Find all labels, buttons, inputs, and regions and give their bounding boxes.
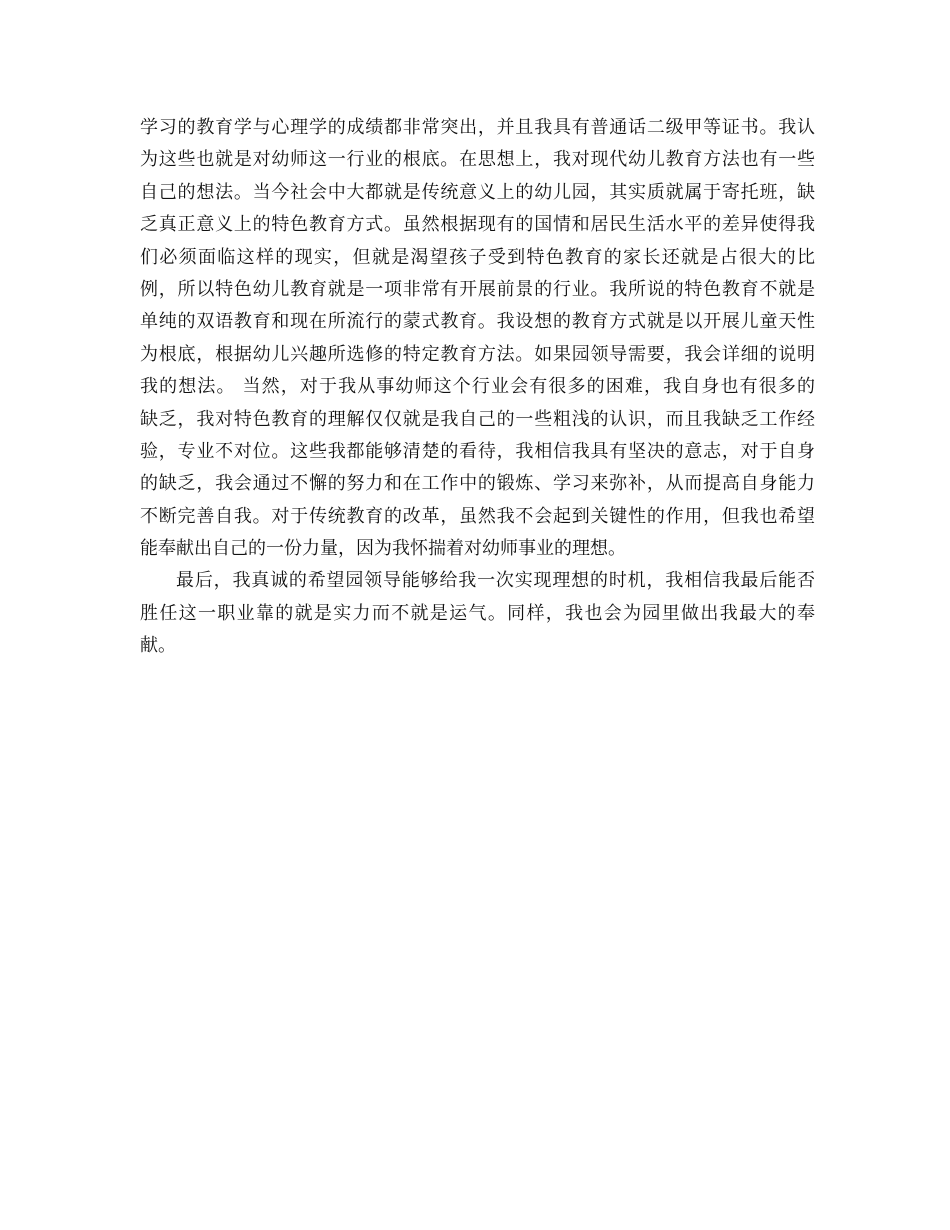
text-line: 的缺乏，我会通过不懈的努力和在工作中的锻炼、学习来弥补，从而提高自身能力 xyxy=(140,473,815,495)
text-line: 不断完善自我。对于传统教育的改革，虽然我不会起到关键性的作用，但我也希望 xyxy=(140,505,815,527)
body-text xyxy=(140,112,815,663)
text-line: 乏真正意义上的特色教育方式。虽然根据现有的国情和居民生活水平的差异使得我 xyxy=(140,214,815,236)
text-line: 我的想法。 当然，对于我从事幼师这个行业会有很多的困难，我自身也有很多的 xyxy=(140,376,815,398)
text-line: 学习的教育学与心理学的成绩都非常突出，并且我具有普通话二级甲等证书。我认 xyxy=(140,117,815,138)
text-line: 胜任这一职业靠的就是实力而不就是运气。同样，我也会为园里做出我最大的奉 xyxy=(140,602,815,624)
text-line: 们必须面临这样的现实，但就是渴望孩子受到特色教育的家长还就是占很大的比 xyxy=(140,246,815,268)
text-line: 最后，我真诚的希望园领导能够给我一次实现理想的时机，我相信我最后能否 xyxy=(176,570,815,592)
text-line: 为根底，根据幼儿兴趣所选修的特定教育方法。如果园领导需要，我会详细的说明 xyxy=(140,343,815,365)
text-line: 能奉献出自己的一份力量，因为我怀揣着对幼师事业的理想。 xyxy=(140,538,626,560)
paragraph-2 xyxy=(140,565,815,662)
paragraph-1 xyxy=(140,112,815,565)
text-line: 缺乏，我对特色教育的理解仅仅就是我自己的一些粗浅的认识，而且我缺乏工作经 xyxy=(140,408,815,430)
text-line: 自己的想法。当今社会中大都就是传统意义上的幼儿园，其实质就属于寄托班，缺 xyxy=(140,181,815,203)
text-line: 单纯的双语教育和现在所流行的蒙式教育。我设想的教育方式就是以开展儿童天性 xyxy=(140,311,815,333)
text-line: 验，专业不对位。这些我都能够清楚的看待，我相信我具有坚决的意志，对于自身 xyxy=(140,440,815,462)
text-line: 献。 xyxy=(140,635,176,657)
text-line: 例，所以特色幼儿教育就是一项非常有开展前景的行业。我所说的特色教育不就是 xyxy=(140,278,815,300)
text-line: 为这些也就是对幼师这一行业的根底。在思想上，我对现代幼儿教育方法也有一些 xyxy=(140,149,815,171)
